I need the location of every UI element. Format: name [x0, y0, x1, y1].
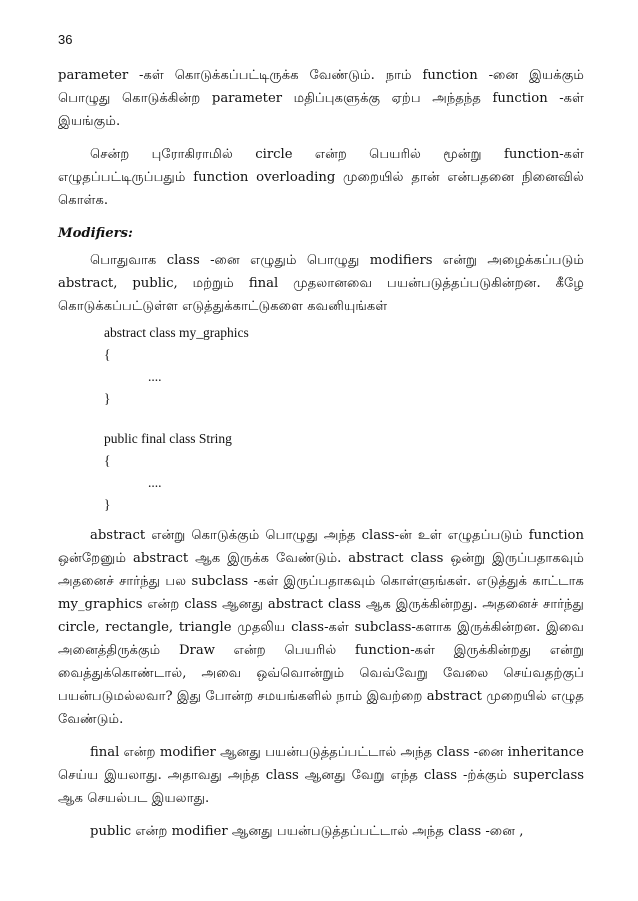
- code-line: abstract class my_graphics: [104, 325, 249, 340]
- paragraph: public என்ற modifier ஆனது பயன்படுத்தப்பட்டால் அந்த class -னை ,: [90, 824, 524, 839]
- paragraph: பொதுவாக class -னை எழுதும் பொழுது modifiers என்று அழைக்கப்படும் abstract, public, மற்றும் final முதலானவை பயன்படுத்தப்படுகின்றன. கீழே கொடுக்கப்பட்டுள்ள எடுத்துக்காட்டுகளை கவனியுங்கள்: [58, 253, 584, 314]
- code-block: [104, 322, 584, 516]
- document-body: [58, 64, 584, 843]
- page-number: 36: [58, 32, 73, 47]
- code-line: ....: [148, 369, 162, 384]
- code-line: {: [104, 453, 111, 468]
- code-line: }: [104, 497, 111, 512]
- code-line: {: [104, 347, 111, 362]
- code-line: public final class String: [104, 431, 232, 446]
- section-heading: Modifiers:: [58, 226, 133, 241]
- paragraph: சென்ற புரோகிராமில் circle என்ற பெயரில் மூன்று function-கள் எழுதப்பட்டிருப்பதும் function overloading முறையில் தான் என்பதனை நினைவில் கொள்க.: [58, 147, 584, 208]
- paragraph: final என்ற modifier ஆனது பயன்படுத்தப்பட்டால் அந்த class -னை inheritance செய்ய இயலாது. அதாவது அந்த class ஆனது வேறு எந்த class -ற்க்கும் superclass ஆக செயல்பட இயலாது.: [58, 745, 584, 806]
- code-line: }: [104, 391, 111, 406]
- paragraph: parameter -கள் கொடுக்கப்பட்டிருக்க வேண்டும். நாம் function -னை இயக்கும் பொழுது கொடுக்கின்ற parameter மதிப்புகளுக்கு ஏற்ப அந்தந்த function -கள் இயங்கும்.: [58, 68, 584, 129]
- paragraph: abstract என்று கொடுக்கும் பொழுது அந்த class-ன் உள் எழுதப்படும் function ஒன்றேனும் abstract ஆக இருக்க வேண்டும். abstract class ஒன்று இருப்பதாகவும் அதனைச் சார்ந்து பல subclass -கள் இருப்பதாகவும் கொள்ளுங்கள். எடுத்துக் காட்டாக my_graphics என்ற class ஆனது abstract class ஆக இருக்கின்றது. அதனைச் சார்ந்து circle, rectangle, triangle முதலிய class-கள் subclass-களாக இருக்கின்றன. இவை அனைத்திருக்கும் Draw என்ற பெயரில் function-கள் இருக்கின்றது என்று வைத்துக்கொண்டால், அவை ஒவ்வொன்றும் வெவ்வேறு வேலை செய்வதற்குப் பயன்படுமல்லவா? இது போன்ற சமயங்களில் நாம் இவற்றை abstract முறையில் எழுத வேண்டும்.: [58, 528, 584, 727]
- code-line: ....: [148, 475, 162, 490]
